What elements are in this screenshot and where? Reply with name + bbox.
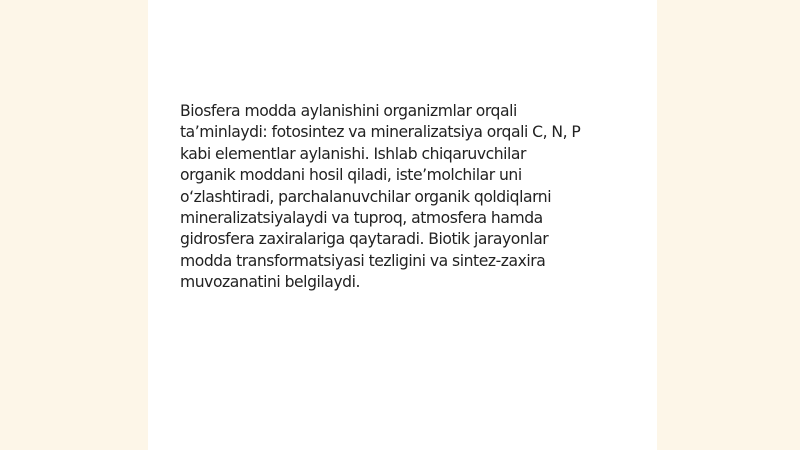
paragraph-line: modda transformatsiyasi tezligini va sintez-zaxira [180,251,546,270]
paragraph-line: mineralizatsiyalaydi va tuproq, atmosfera hamda [180,209,543,228]
body-paragraph [180,101,636,294]
paragraph-line: gidrosfera zaxiralariga qaytaradi. Biotik jarayonlar [180,230,549,249]
paragraph-line: ta’minlaydi: fotosintez va mineralizatsiya orqali C, N, P [180,123,581,142]
paragraph-line: organik moddani hosil qiladi, iste’molchilar uni [180,166,522,185]
paragraph-line: muvozanatini belgilaydi. [180,273,361,292]
paragraph-line: kabi elementlar aylanishi. Ishlab chiqaruvchilar [180,144,527,163]
paragraph-line: Biosfera modda aylanishini organizmlar orqali [180,102,517,120]
paragraph-line: o‘zlashtiradi, parchalanuvchilar organik qoldiqlarni [180,187,552,206]
document-page [148,0,657,450]
